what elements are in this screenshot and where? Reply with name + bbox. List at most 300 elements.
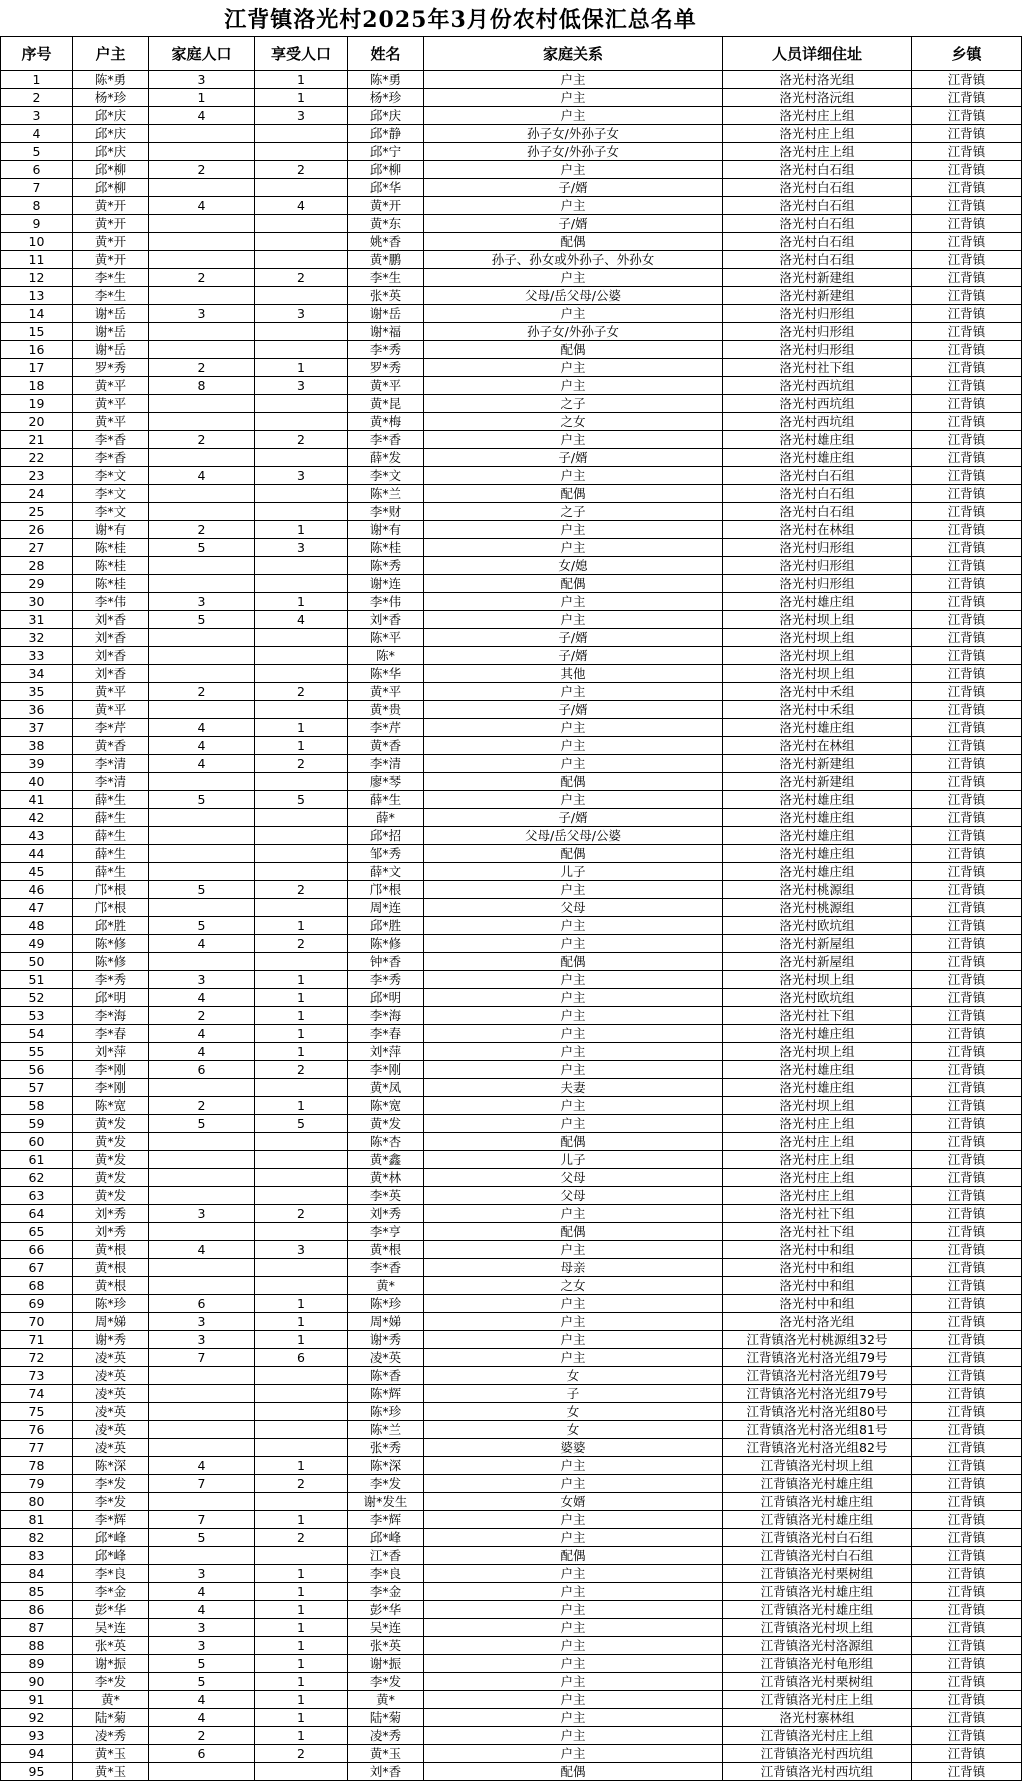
cell-township: 江背镇 (912, 215, 1022, 233)
cell-beneficiaries (255, 341, 348, 359)
cell-name: 李*财 (348, 503, 424, 521)
cell-index: 57 (1, 1079, 73, 1097)
cell-relationship: 户主 (424, 1619, 723, 1637)
cell-family-size (149, 1763, 255, 1781)
cell-beneficiaries: 3 (255, 377, 348, 395)
cell-beneficiaries (255, 1493, 348, 1511)
cell-family-size: 2 (149, 521, 255, 539)
cell-address: 洛光村中禾组 (723, 701, 912, 719)
cell-household-head: 陈*桂 (73, 557, 149, 575)
cell-township: 江背镇 (912, 251, 1022, 269)
cell-household-head: 李*文 (73, 467, 149, 485)
cell-address: 江背镇洛光村雄庄组 (723, 1475, 912, 1493)
cell-township: 江背镇 (912, 1439, 1022, 1457)
cell-name: 李*发 (348, 1475, 424, 1493)
cell-index: 53 (1, 1007, 73, 1025)
cell-township: 江背镇 (912, 467, 1022, 485)
cell-address: 洛光村白石组 (723, 485, 912, 503)
cell-relationship: 户主 (424, 197, 723, 215)
cell-address: 江背镇洛光村桃源组32号 (723, 1331, 912, 1349)
cell-household-head: 黄*开 (73, 251, 149, 269)
cell-index: 4 (1, 125, 73, 143)
cell-address: 洛光村白石组 (723, 161, 912, 179)
cell-household-head: 黄*平 (73, 395, 149, 413)
cell-household-head: 杨*珍 (73, 89, 149, 107)
cell-relationship: 户主 (424, 1529, 723, 1547)
cell-beneficiaries (255, 1403, 348, 1421)
cell-family-size (149, 449, 255, 467)
cell-township: 江背镇 (912, 773, 1022, 791)
cell-relationship: 户主 (424, 593, 723, 611)
cell-family-size (149, 1079, 255, 1097)
cell-address: 江背镇洛光村白石组 (723, 1547, 912, 1565)
cell-relationship: 配偶 (424, 485, 723, 503)
cell-township: 江背镇 (912, 377, 1022, 395)
cell-index: 69 (1, 1295, 73, 1313)
cell-township: 江背镇 (912, 1655, 1022, 1673)
cell-household-head: 刘*秀 (73, 1205, 149, 1223)
cell-address: 洛光村庄上组 (723, 1133, 912, 1151)
table-row (1, 143, 1022, 161)
cell-relationship: 户主 (424, 1475, 723, 1493)
cell-beneficiaries (255, 773, 348, 791)
cell-township: 江背镇 (912, 395, 1022, 413)
cell-household-head: 李*文 (73, 503, 149, 521)
cell-name: 谢*发生 (348, 1493, 424, 1511)
cell-family-size: 3 (149, 1637, 255, 1655)
cell-relationship: 配偶 (424, 845, 723, 863)
cell-address: 江背镇洛光村洛源组 (723, 1637, 912, 1655)
table-row (1, 1025, 1022, 1043)
cell-relationship: 户主 (424, 1565, 723, 1583)
table-row (1, 251, 1022, 269)
table-row (1, 1727, 1022, 1745)
cell-township: 江背镇 (912, 1457, 1022, 1475)
table-row (1, 233, 1022, 251)
cell-relationship: 孙子、孙女或外孙子、外孙女 (424, 251, 723, 269)
cell-name: 黄* (348, 1691, 424, 1709)
cell-household-head: 邱*胜 (73, 917, 149, 935)
table-row (1, 647, 1022, 665)
cell-relationship: 户主 (424, 161, 723, 179)
cell-address: 洛光村归形组 (723, 539, 912, 557)
cell-name: 李*金 (348, 1583, 424, 1601)
cell-family-size: 4 (149, 467, 255, 485)
table-row (1, 1583, 1022, 1601)
cell-index: 24 (1, 485, 73, 503)
cell-name: 江*香 (348, 1547, 424, 1565)
cell-name: 陈*兰 (348, 1421, 424, 1439)
cell-relationship: 户主 (424, 1709, 723, 1727)
cell-township: 江背镇 (912, 1619, 1022, 1637)
cell-relationship: 孙子女/外孙子女 (424, 143, 723, 161)
cell-index: 76 (1, 1421, 73, 1439)
cell-relationship: 孙子女/外孙子女 (424, 323, 723, 341)
cell-household-head: 邝*根 (73, 899, 149, 917)
cell-family-size (149, 1385, 255, 1403)
cell-index: 17 (1, 359, 73, 377)
cell-household-head: 黄*开 (73, 197, 149, 215)
cell-name: 李*香 (348, 1259, 424, 1277)
cell-name: 黄*开 (348, 197, 424, 215)
cell-index: 33 (1, 647, 73, 665)
table-row (1, 539, 1022, 557)
table-row (1, 305, 1022, 323)
cell-beneficiaries (255, 1385, 348, 1403)
table-row (1, 575, 1022, 593)
cell-family-size (149, 1259, 255, 1277)
table-row (1, 1205, 1022, 1223)
cell-address: 洛光村坝上组 (723, 611, 912, 629)
cell-name: 黄*鑫 (348, 1151, 424, 1169)
cell-household-head: 凌*英 (73, 1439, 149, 1457)
cell-township: 江背镇 (912, 845, 1022, 863)
cell-index: 95 (1, 1763, 73, 1781)
cell-relationship: 女 (424, 1403, 723, 1421)
cell-beneficiaries: 3 (255, 107, 348, 125)
cell-name: 陈* (348, 647, 424, 665)
table-row (1, 197, 1022, 215)
cell-household-head: 凌*英 (73, 1403, 149, 1421)
cell-index: 65 (1, 1223, 73, 1241)
cell-township: 江背镇 (912, 305, 1022, 323)
cell-household-head: 凌*英 (73, 1385, 149, 1403)
cell-index: 80 (1, 1493, 73, 1511)
cell-township: 江背镇 (912, 611, 1022, 629)
cell-relationship: 户主 (424, 1457, 723, 1475)
cell-name: 陈*勇 (348, 71, 424, 89)
header-name: 姓名 (348, 37, 424, 71)
table-row (1, 917, 1022, 935)
cell-index: 34 (1, 665, 73, 683)
cell-address: 洛光村白石组 (723, 467, 912, 485)
table-row (1, 1367, 1022, 1385)
cell-township: 江背镇 (912, 125, 1022, 143)
cell-family-size (149, 665, 255, 683)
cell-name: 李*生 (348, 269, 424, 287)
cell-household-head: 薛*生 (73, 863, 149, 881)
cell-index: 21 (1, 431, 73, 449)
cell-name: 邱*华 (348, 179, 424, 197)
cell-family-size: 4 (149, 1601, 255, 1619)
cell-family-size: 3 (149, 1331, 255, 1349)
cell-address: 洛光村坝上组 (723, 1097, 912, 1115)
cell-township: 江背镇 (912, 1637, 1022, 1655)
cell-township: 江背镇 (912, 1169, 1022, 1187)
cell-beneficiaries (255, 179, 348, 197)
cell-index: 71 (1, 1331, 73, 1349)
table-row (1, 161, 1022, 179)
cell-township: 江背镇 (912, 881, 1022, 899)
cell-beneficiaries (255, 1079, 348, 1097)
table-row (1, 485, 1022, 503)
cell-family-size: 3 (149, 971, 255, 989)
cell-family-size: 3 (149, 305, 255, 323)
cell-index: 15 (1, 323, 73, 341)
cell-beneficiaries: 5 (255, 1115, 348, 1133)
cell-household-head: 李*清 (73, 755, 149, 773)
cell-township: 江背镇 (912, 233, 1022, 251)
cell-family-size: 4 (149, 989, 255, 1007)
cell-family-size (149, 845, 255, 863)
table-row (1, 215, 1022, 233)
cell-address: 洛光村欧坑组 (723, 989, 912, 1007)
cell-relationship: 户主 (424, 737, 723, 755)
cell-relationship: 户主 (424, 1043, 723, 1061)
cell-beneficiaries (255, 845, 348, 863)
cell-household-head: 黄*玉 (73, 1763, 149, 1781)
cell-township: 江背镇 (912, 1133, 1022, 1151)
table-row (1, 1259, 1022, 1277)
cell-township: 江背镇 (912, 413, 1022, 431)
cell-address: 洛光村中禾组 (723, 683, 912, 701)
cell-index: 13 (1, 287, 73, 305)
cell-family-size: 2 (149, 1097, 255, 1115)
cell-address: 洛光村庄上组 (723, 107, 912, 125)
cell-beneficiaries: 1 (255, 1097, 348, 1115)
cell-address: 洛光村洛沅组 (723, 89, 912, 107)
cell-name: 陈*辉 (348, 1385, 424, 1403)
table-row (1, 377, 1022, 395)
cell-township: 江背镇 (912, 1547, 1022, 1565)
cell-address: 洛光村洛光组 (723, 71, 912, 89)
cell-name: 廖*琴 (348, 773, 424, 791)
table-row (1, 413, 1022, 431)
cell-household-head: 谢*秀 (73, 1331, 149, 1349)
cell-index: 36 (1, 701, 73, 719)
cell-name: 陈*珍 (348, 1403, 424, 1421)
cell-household-head: 李*发 (73, 1673, 149, 1691)
cell-beneficiaries (255, 1277, 348, 1295)
cell-relationship: 母亲 (424, 1259, 723, 1277)
cell-family-size: 3 (149, 1205, 255, 1223)
cell-township: 江背镇 (912, 1691, 1022, 1709)
cell-household-head: 黄*平 (73, 377, 149, 395)
table-row (1, 449, 1022, 467)
cell-beneficiaries: 1 (255, 1565, 348, 1583)
cell-index: 11 (1, 251, 73, 269)
cell-address: 洛光村庄上组 (723, 143, 912, 161)
cell-household-head: 陈*勇 (73, 71, 149, 89)
cell-relationship: 父母/岳父母/公婆 (424, 287, 723, 305)
table-row (1, 521, 1022, 539)
cell-township: 江背镇 (912, 197, 1022, 215)
cell-index: 60 (1, 1133, 73, 1151)
cell-index: 75 (1, 1403, 73, 1421)
cell-township: 江背镇 (912, 575, 1022, 593)
cell-family-size: 5 (149, 1529, 255, 1547)
cell-index: 90 (1, 1673, 73, 1691)
cell-name: 邱*静 (348, 125, 424, 143)
cell-family-size: 3 (149, 593, 255, 611)
cell-relationship: 父母 (424, 1169, 723, 1187)
cell-name: 钟*香 (348, 953, 424, 971)
cell-beneficiaries: 3 (255, 305, 348, 323)
cell-address: 江背镇洛光村西坑组 (723, 1745, 912, 1763)
cell-household-head: 邱*庆 (73, 143, 149, 161)
table-row (1, 629, 1022, 647)
cell-relationship: 户主 (424, 467, 723, 485)
cell-household-head: 陈*修 (73, 935, 149, 953)
cell-index: 35 (1, 683, 73, 701)
cell-address: 洛光村归形组 (723, 323, 912, 341)
cell-household-head: 黄*发 (73, 1115, 149, 1133)
cell-address: 洛光村庄上组 (723, 1187, 912, 1205)
table-row (1, 557, 1022, 575)
cell-relationship: 子/婿 (424, 449, 723, 467)
cell-township: 江背镇 (912, 1403, 1022, 1421)
table-row (1, 809, 1022, 827)
cell-name: 李*芹 (348, 719, 424, 737)
cell-relationship: 户主 (424, 107, 723, 125)
table-row (1, 341, 1022, 359)
table-row (1, 1151, 1022, 1169)
cell-name: 李*清 (348, 755, 424, 773)
table-row (1, 1745, 1022, 1763)
cell-relationship: 户主 (424, 611, 723, 629)
cell-township: 江背镇 (912, 1115, 1022, 1133)
cell-household-head: 黄*根 (73, 1241, 149, 1259)
cell-township: 江背镇 (912, 485, 1022, 503)
cell-beneficiaries (255, 395, 348, 413)
cell-index: 82 (1, 1529, 73, 1547)
table-row (1, 1061, 1022, 1079)
cell-relationship: 配偶 (424, 953, 723, 971)
cell-beneficiaries (255, 233, 348, 251)
cell-beneficiaries: 1 (255, 971, 348, 989)
table-row (1, 1691, 1022, 1709)
cell-index: 14 (1, 305, 73, 323)
cell-address: 洛光村欧坑组 (723, 917, 912, 935)
cell-index: 41 (1, 791, 73, 809)
cell-index: 87 (1, 1619, 73, 1637)
cell-name: 邱*明 (348, 989, 424, 1007)
cell-index: 5 (1, 143, 73, 161)
cell-township: 江背镇 (912, 1565, 1022, 1583)
cell-beneficiaries: 2 (255, 935, 348, 953)
cell-township: 江背镇 (912, 989, 1022, 1007)
cell-beneficiaries: 1 (255, 1043, 348, 1061)
cell-family-size (149, 503, 255, 521)
cell-family-size: 4 (149, 1583, 255, 1601)
cell-township: 江背镇 (912, 935, 1022, 953)
cell-township: 江背镇 (912, 1493, 1022, 1511)
cell-household-head: 黄*根 (73, 1259, 149, 1277)
cell-index: 62 (1, 1169, 73, 1187)
table-row (1, 1475, 1022, 1493)
cell-beneficiaries (255, 287, 348, 305)
cell-index: 86 (1, 1601, 73, 1619)
cell-township: 江背镇 (912, 809, 1022, 827)
cell-household-head: 刘*香 (73, 647, 149, 665)
cell-family-size: 6 (149, 1745, 255, 1763)
cell-name: 周*娣 (348, 1313, 424, 1331)
cell-family-size (149, 233, 255, 251)
cell-relationship: 之女 (424, 1277, 723, 1295)
cell-beneficiaries (255, 827, 348, 845)
cell-name: 李*秀 (348, 971, 424, 989)
cell-address: 江背镇洛光村洛光组79号 (723, 1349, 912, 1367)
cell-name: 邱*柳 (348, 161, 424, 179)
cell-address: 洛光村坝上组 (723, 971, 912, 989)
table-row (1, 701, 1022, 719)
cell-name: 邱*峰 (348, 1529, 424, 1547)
cell-index: 31 (1, 611, 73, 629)
cell-relationship: 户主 (424, 1745, 723, 1763)
cell-name: 李*英 (348, 1187, 424, 1205)
cell-index: 66 (1, 1241, 73, 1259)
cell-address: 洛光村洛光组 (723, 1313, 912, 1331)
cell-index: 67 (1, 1259, 73, 1277)
cell-relationship: 父母 (424, 1187, 723, 1205)
cell-beneficiaries: 2 (255, 1061, 348, 1079)
cell-name: 李*文 (348, 467, 424, 485)
cell-address: 洛光村雄庄组 (723, 593, 912, 611)
cell-name: 刘*香 (348, 611, 424, 629)
cell-relationship: 女/媳 (424, 557, 723, 575)
cell-relationship: 户主 (424, 683, 723, 701)
cell-household-head: 李*发 (73, 1493, 149, 1511)
cell-relationship: 户主 (424, 1205, 723, 1223)
cell-relationship: 户主 (424, 359, 723, 377)
cell-relationship: 配偶 (424, 773, 723, 791)
cell-index: 6 (1, 161, 73, 179)
cell-index: 92 (1, 1709, 73, 1727)
cell-name: 黄*东 (348, 215, 424, 233)
cell-beneficiaries (255, 125, 348, 143)
cell-township: 江背镇 (912, 1421, 1022, 1439)
table-row (1, 1241, 1022, 1259)
cell-family-size (149, 809, 255, 827)
cell-beneficiaries (255, 665, 348, 683)
cell-household-head: 黄*发 (73, 1169, 149, 1187)
cell-family-size: 2 (149, 359, 255, 377)
cell-township: 江背镇 (912, 431, 1022, 449)
table-row (1, 1385, 1022, 1403)
cell-index: 32 (1, 629, 73, 647)
cell-name: 黄*鹏 (348, 251, 424, 269)
cell-index: 64 (1, 1205, 73, 1223)
cell-name: 李*良 (348, 1565, 424, 1583)
cell-beneficiaries: 6 (255, 1349, 348, 1367)
cell-index: 74 (1, 1385, 73, 1403)
cell-name: 陈*修 (348, 935, 424, 953)
table-row (1, 1043, 1022, 1061)
cell-address: 洛光村雄庄组 (723, 1025, 912, 1043)
table-row (1, 1169, 1022, 1187)
cell-relationship: 之子 (424, 503, 723, 521)
table-row (1, 773, 1022, 791)
cell-family-size (149, 899, 255, 917)
cell-address: 洛光村雄庄组 (723, 863, 912, 881)
cell-address: 江背镇洛光村坝上组 (723, 1457, 912, 1475)
cell-name: 姚*香 (348, 233, 424, 251)
cell-relationship: 女婿 (424, 1493, 723, 1511)
cell-township: 江背镇 (912, 1601, 1022, 1619)
cell-township: 江背镇 (912, 1259, 1022, 1277)
cell-township: 江背镇 (912, 1187, 1022, 1205)
cell-beneficiaries: 1 (255, 1457, 348, 1475)
cell-family-size (149, 629, 255, 647)
cell-beneficiaries (255, 143, 348, 161)
cell-name: 黄*梅 (348, 413, 424, 431)
cell-relationship: 户主 (424, 917, 723, 935)
cell-household-head: 李*海 (73, 1007, 149, 1025)
cell-household-head: 黄*根 (73, 1277, 149, 1295)
cell-address: 江背镇洛光村雄庄组 (723, 1583, 912, 1601)
cell-name: 刘*香 (348, 1763, 424, 1781)
table-row (1, 71, 1022, 89)
